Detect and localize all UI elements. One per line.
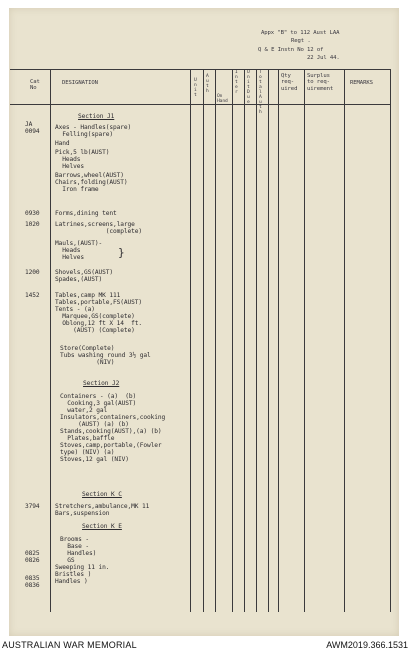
- cat-number: 1200: [25, 269, 40, 276]
- column-rule: [344, 69, 345, 612]
- section-heading: Section K C: [82, 491, 122, 498]
- col-header-qty-required: Qty req- uired: [281, 73, 298, 92]
- section-heading: Section J2: [83, 380, 120, 387]
- col-header-surplus: Surplus to req- uirement: [307, 73, 334, 92]
- cat-number: 1452: [25, 292, 40, 299]
- column-rule: [304, 69, 305, 612]
- cat-number: 3794: [25, 503, 40, 510]
- instruction-number: Q & E Instn No 12 of: [258, 47, 324, 53]
- column-rule: [50, 69, 51, 612]
- column-rule: [215, 69, 216, 612]
- item-designation: Store(Complete) Tubs washing round 3½ gal (NIV): [60, 345, 151, 366]
- footer-credit: AUSTRALIAN WAR MEMORIAL: [2, 640, 137, 650]
- column-rule: [203, 69, 204, 612]
- item-designation: Axes - Handles(spare) Felling(spare): [55, 124, 132, 138]
- regiment-reference: Regt .: [291, 38, 311, 44]
- column-rule: [190, 69, 191, 612]
- item-designation: Shovels,GS(AUST) Spades,(AUST): [55, 269, 114, 283]
- column-rule: [256, 69, 257, 612]
- col-header-total-auth: T o t a l A u t h: [259, 70, 262, 115]
- col-header-remarks: REMARKS: [350, 80, 373, 86]
- table-header-rule: [10, 104, 390, 105]
- col-header-cat-no: Cat No: [30, 79, 40, 92]
- col-header-unit-due: U n i t D u e: [247, 70, 250, 105]
- item-designation: Pick,5 lb(AUST) Heads Helves: [55, 149, 110, 170]
- section-heading: Section K E: [82, 523, 122, 530]
- item-designation: Forms,dining tent: [55, 210, 117, 217]
- table-top-rule: [10, 69, 390, 70]
- footer-accession-number: AWM2019.366.1531: [326, 640, 408, 650]
- col-header-on-hand: On Hand: [217, 94, 228, 104]
- appendix-reference: Appx "B" to 112 Aust LAA: [261, 30, 340, 36]
- item-designation: Tables,camp MK 111 Tables,portable,FS(AUST) Tents - (a) Marquee,GS(complete) Oblong,12 ft X 14 ft. (AUST) (Complete): [55, 292, 143, 334]
- column-rule: [232, 69, 233, 612]
- col-header-inter: I n t e r: [235, 70, 238, 95]
- brace-mark: }: [118, 246, 125, 259]
- col-header-auth: A u t h: [206, 74, 209, 94]
- item-designation: Stretchers,ambulance,MK 11 Bars,suspension: [55, 503, 150, 517]
- item-designation: Brooms - Base - Handles) GS: [60, 536, 97, 564]
- cat-number: 0825 0826: [25, 550, 40, 564]
- item-designation: Sweeping 11 in. Bristles ) Handles ): [55, 564, 110, 585]
- column-rule: [278, 69, 279, 612]
- column-rule: [390, 69, 391, 612]
- instruction-date: 22 Jul 44.: [307, 55, 340, 61]
- column-rule: [244, 69, 245, 612]
- footer-bar: [0, 636, 411, 653]
- cat-number: JA 0094: [25, 121, 40, 135]
- item-designation: Containers - (a) (b) Cooking,3 gal(AUST) water,2 gal Insulators,containers,cooking (AUST) (a) (b) Stands,cooking(AUST),(a) (b) Plates,baffle Stoves,camp,portable,(Fowler type) (NIV) (a) Stoves,12 gal (NIV): [60, 393, 166, 463]
- item-designation: Hand: [55, 140, 70, 147]
- item-designation: Latrines,screens,large (complete): [55, 221, 143, 235]
- col-header-designation: DESIGNATION: [62, 80, 98, 86]
- item-designation: Barrows,wheel(AUST) Chairs,folding(AUST) Iron frame: [55, 172, 128, 193]
- section-heading: Section J1: [78, 113, 115, 120]
- column-rule: [268, 69, 269, 612]
- col-header-unit: U n i t: [194, 78, 197, 98]
- cat-number: 0930: [25, 210, 40, 217]
- cat-number: 1020: [25, 221, 40, 228]
- item-designation: Mauls,(AUST)- Heads Helves: [55, 240, 103, 261]
- cat-number: 0835 0836: [25, 575, 40, 589]
